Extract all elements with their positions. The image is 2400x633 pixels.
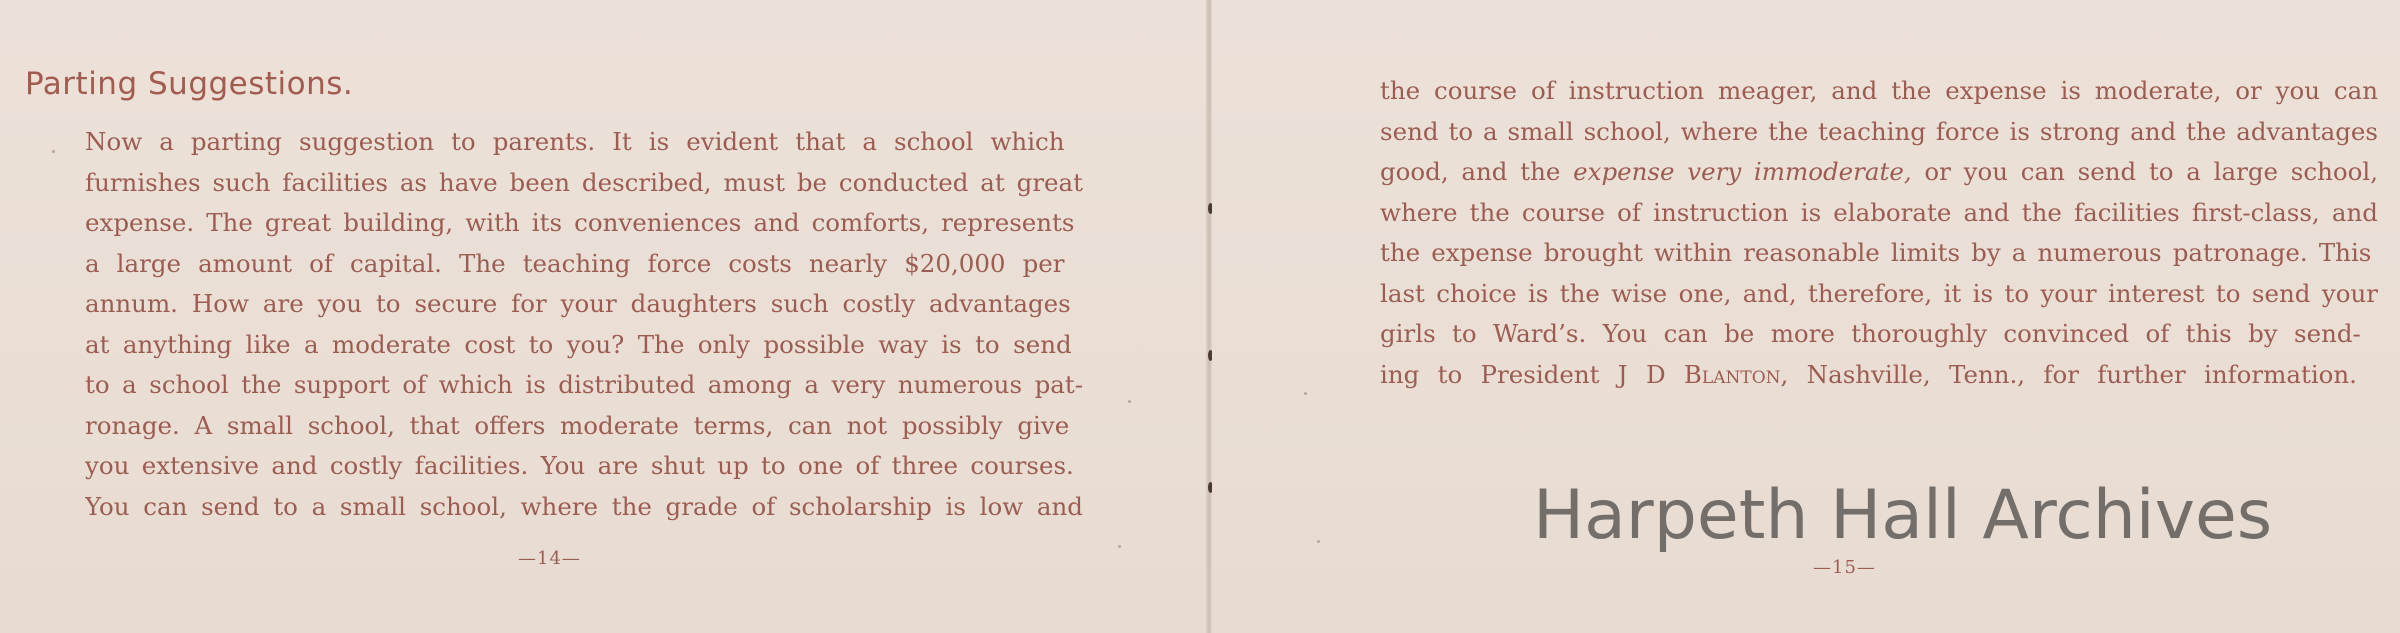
paper-speck	[1128, 400, 1131, 403]
paper-speck	[1317, 540, 1320, 543]
text-segment: good, and the	[1380, 157, 1574, 186]
text-segment: or you can send to a large school,	[1911, 157, 2378, 186]
text-line: a large amount of capital. The teaching force costs nearly $20,000 per	[85, 248, 1065, 278]
text-line: the course of instruction meager, and the expense is moderate, or you can	[1380, 76, 2378, 105]
text-line: where the course of instruction is elaborate and the facilities first-class, and	[1380, 197, 2378, 227]
text-line	[1380, 152, 2378, 193]
text-line	[1380, 355, 2378, 396]
text-line: last choice is the wise one, and, therefore, it is to your interest to send your	[1380, 278, 2378, 308]
smallcaps-name: Blanton	[1683, 359, 1781, 389]
text-line: You can send to a small school, where the grade of scholarship is low and	[85, 491, 1083, 521]
page-number-right: —15—	[1813, 557, 1876, 578]
text-line: girls to Ward’s. You can be more thoroughly convinced of this by send-	[1380, 319, 2361, 348]
text-line: to a school the support of which is distributed among a very numerous pat-	[85, 370, 1083, 399]
text-line: the expense brought within reasonable limits by a numerous patronage. This	[1380, 238, 2372, 267]
paper-speck	[1118, 545, 1121, 548]
text-line: at anything like a moderate cost to you? The only possible way is to send	[85, 329, 1072, 359]
italic-phrase: expense very immoderate,	[1573, 157, 1912, 186]
text-line: annum. How are you to secure for your daughters such costly advantages	[85, 289, 1071, 318]
paper-speck	[52, 150, 55, 153]
text-line: Now a parting suggestion to parents. It is evident that a school which	[85, 127, 1065, 156]
text-segment: ing to President J D	[1380, 359, 1684, 389]
text-line: furnishes such facilities as have been described, must be conducted at great	[85, 167, 1083, 197]
archive-watermark: Harpeth Hall Archives	[1533, 476, 2273, 555]
text-line: ronage. A small school, that offers moderate terms, can not possibly give	[85, 410, 1070, 440]
left-page-body	[85, 122, 1083, 527]
page-number-left: —14—	[518, 548, 581, 569]
text-segment: , Nashville, Tenn., for further information.	[1780, 359, 2357, 389]
text-line: send to a small school, where the teaching force is strong and the advantages	[1380, 116, 2378, 146]
right-page-body	[1380, 71, 2378, 395]
paper-speck	[1304, 392, 1307, 395]
text-line: expense. The great building, with its conveniences and comforts, represents	[85, 208, 1075, 237]
text-line: you extensive and costly facilities. You are shut up to one of three courses.	[85, 451, 1074, 480]
page-heading: Parting Suggestions.	[25, 66, 354, 102]
